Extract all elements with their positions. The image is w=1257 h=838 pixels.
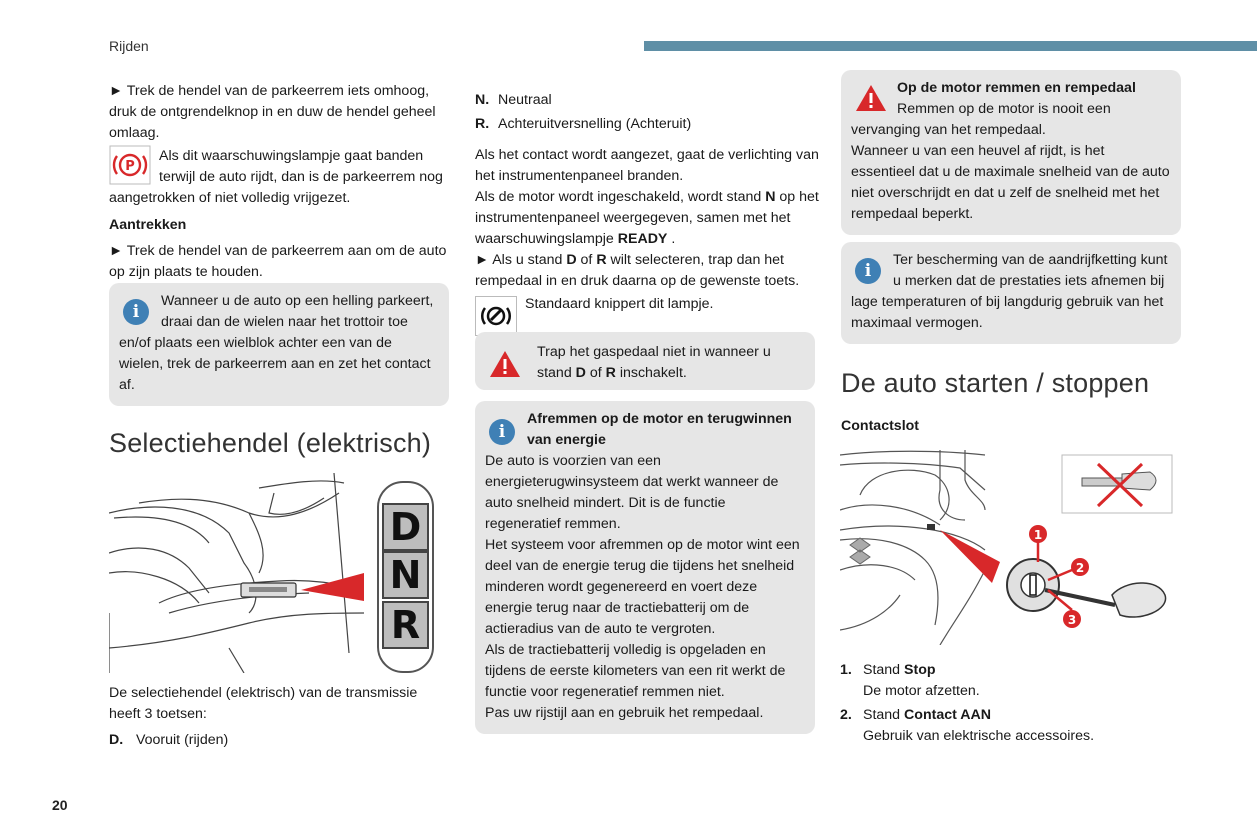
info-box-regen [475, 401, 815, 734]
info-icon: i [489, 419, 515, 445]
para-select [475, 250, 820, 292]
info-regen-p3: Als de tractiebatterij volledig is opgeladen en tijdens de eerste kilometers van een rit werkt de functie voor regeneratief remmen niet. [485, 642, 786, 700]
para-ignition: Als het contact wordt aangezet, gaat de verlichting van het instrumentenpaneel branden. [475, 147, 819, 184]
parking-brake-warning-icon [109, 145, 151, 185]
running-header: Rijden [109, 38, 149, 54]
info-regen-p2: Het systeem voor afremmen op de motor wint een deel van de energie terug die tijdens het snelheid minderen wordt gegenereerd en voert deze energie terug naar de tractiebatterij om de actieradius van de auto te vergroten. [485, 537, 800, 637]
selector-keys-panel [377, 481, 434, 673]
subheading-contactslot: Contactslot [841, 418, 920, 434]
warning-gas-c: of [585, 365, 606, 381]
key-r-marker: R. [475, 116, 490, 132]
para-select-e: wilt selecteren, trap dan het rempedaal in en druk daarna op de gewenste toets. [475, 252, 800, 289]
brake-pedal-lamp-icon [475, 296, 517, 336]
para-ready-label: READY [617, 231, 668, 247]
warning-icon [855, 84, 887, 112]
selector-description [109, 683, 449, 751]
ignition-illustration [840, 450, 1180, 645]
para-select-r: R [596, 252, 607, 268]
step-apply: ► Trek de hendel van de parkeerrem aan om de auto op zijn plaats te houden. [109, 243, 447, 280]
key-n-marker: N. [475, 92, 490, 108]
ignition-positions-list [840, 660, 1170, 747]
brake-lamp-block [475, 294, 820, 315]
warning-gas-a: Trap het gaspedaal niet in wanneer u stand [537, 344, 771, 381]
warning-gas-text [537, 342, 805, 384]
info-regen-p1: De auto is voorzien van een energieterugwinsysteem dat werkt wanneer de auto snelheid mindert. Dit is de functie regeneratief remmen. [485, 453, 779, 532]
callout-2 [1071, 558, 1089, 576]
key-r-label: Achteruitversnelling (Achteruit) [498, 116, 692, 132]
warning-icon [489, 350, 521, 378]
warning-box-engine-brake [841, 70, 1181, 235]
svg-text:P: P [125, 159, 135, 174]
item-1-label-b: Stop [904, 662, 936, 678]
para-select-a: ► Als u stand [475, 252, 567, 268]
callout-3-label: 3 [1067, 613, 1077, 627]
brake-lamp-text: Standaard knippert dit lampje. [525, 296, 714, 312]
item-2-text: Gebruik van elektrische accessoires. [863, 728, 1095, 744]
callout-2-label: 2 [1075, 561, 1085, 575]
section-heading-selector: Selectiehendel (elektrisch) [109, 428, 432, 458]
warning-engine-p2: Wanneer u van een heuvel af rijdt, is het essentieel dat u de maximale snelheid van de auto niet overschrijdt en dat u zelf de snelheid met het rempedaal beperkt. [851, 143, 1170, 222]
info-regen-p4: Pas uw rijstijl aan en gebruik het rempedaal. [485, 705, 764, 721]
lamp-text: Als dit waarschuwingslampje gaat banden terwijl de auto rijdt, dan is de parkeerrem nog aangetrokken of niet volledig vrijgezet. [109, 148, 443, 206]
selector-desc: De selectiehendel (elektrisch) van de transmissie heeft 3 toetsen: [109, 685, 418, 722]
info-driveline-text: Ter bescherming van de aandrijfketting kunt u merken dat de prestaties iets afnemen bij lage temperaturen of bij langdurig gebruik van het maximaal vermogen. [851, 252, 1168, 331]
key-n-item [475, 90, 820, 111]
key-d[interactable]: D [382, 503, 429, 551]
key-n[interactable]: N [382, 551, 429, 599]
warning-gas-e: inschakelt. [615, 365, 687, 381]
key-d-marker: D. [109, 732, 124, 748]
info-box-driveline [841, 242, 1181, 344]
list-item [840, 705, 1170, 747]
info-icon: i [855, 258, 881, 284]
step-release: ► Trek de hendel van de parkeerrem iets omhoog, druk de ontgrendelknop in en duw de hendel geheel omlaag. [109, 83, 436, 141]
key-d-item [109, 730, 449, 751]
info-regen-title: Afremmen op de motor en terugwinnen van energie [527, 411, 792, 448]
page-number: 20 [52, 797, 68, 813]
warning-engine-p1: Remmen op de motor is nooit een vervanging van het rempedaal. [851, 101, 1111, 138]
key-d-label: Vooruit (rijden) [135, 732, 229, 748]
para-select-c: of [576, 252, 597, 268]
para-ready-e: . [667, 231, 676, 247]
key-n-label: Neutraal [498, 92, 552, 108]
info-text: Wanneer u de auto op een helling parkeert, draai dan de wielen naar het trottoir toe en/of plaats een wielblok achter een van de wielen, trek de parkeerrem aan en zet het contact af. [119, 293, 434, 393]
section-heading-start-stop: De auto starten / stoppen [841, 368, 1150, 398]
item-2-num: 2. [840, 707, 852, 723]
item-1-label-a: Stand [863, 662, 905, 678]
item-1-text: De motor afzetten. [863, 683, 980, 699]
para-ready-a: Als de motor wordt ingeschakeld, wordt stand [475, 189, 766, 205]
info-box-parking [109, 283, 449, 406]
key-r[interactable]: R [382, 601, 429, 649]
para-select-d: D [566, 252, 577, 268]
warning-gas-d: D [575, 365, 586, 381]
para-ready [475, 187, 820, 250]
subheading-aantrekken: Aantrekken [109, 217, 187, 233]
callout-1 [1029, 525, 1047, 543]
warning-engine-title: Op de motor remmen en rempedaal [897, 80, 1136, 96]
callout-3 [1063, 610, 1081, 628]
column-1 [109, 81, 449, 283]
lamp-block [109, 146, 449, 209]
callout-1-label: 1 [1033, 528, 1043, 542]
item-2-label-a: Stand [863, 707, 905, 723]
info-icon: i [123, 299, 149, 325]
para-ready-c: op het instrumentenpaneel weergegeven, samen met het waarschuwingslampje [475, 189, 819, 247]
header-bar [644, 41, 1257, 51]
key-r-item [475, 114, 820, 135]
selector-lever-illustration [109, 473, 364, 673]
warning-gas-r: R [605, 365, 616, 381]
item-2-label-b: Contact AAN [904, 707, 991, 723]
item-1-num: 1. [840, 662, 852, 678]
warning-box-gas [475, 332, 815, 390]
column-2 [475, 90, 820, 336]
para-ready-n: N [765, 189, 776, 205]
list-item [840, 660, 1170, 702]
